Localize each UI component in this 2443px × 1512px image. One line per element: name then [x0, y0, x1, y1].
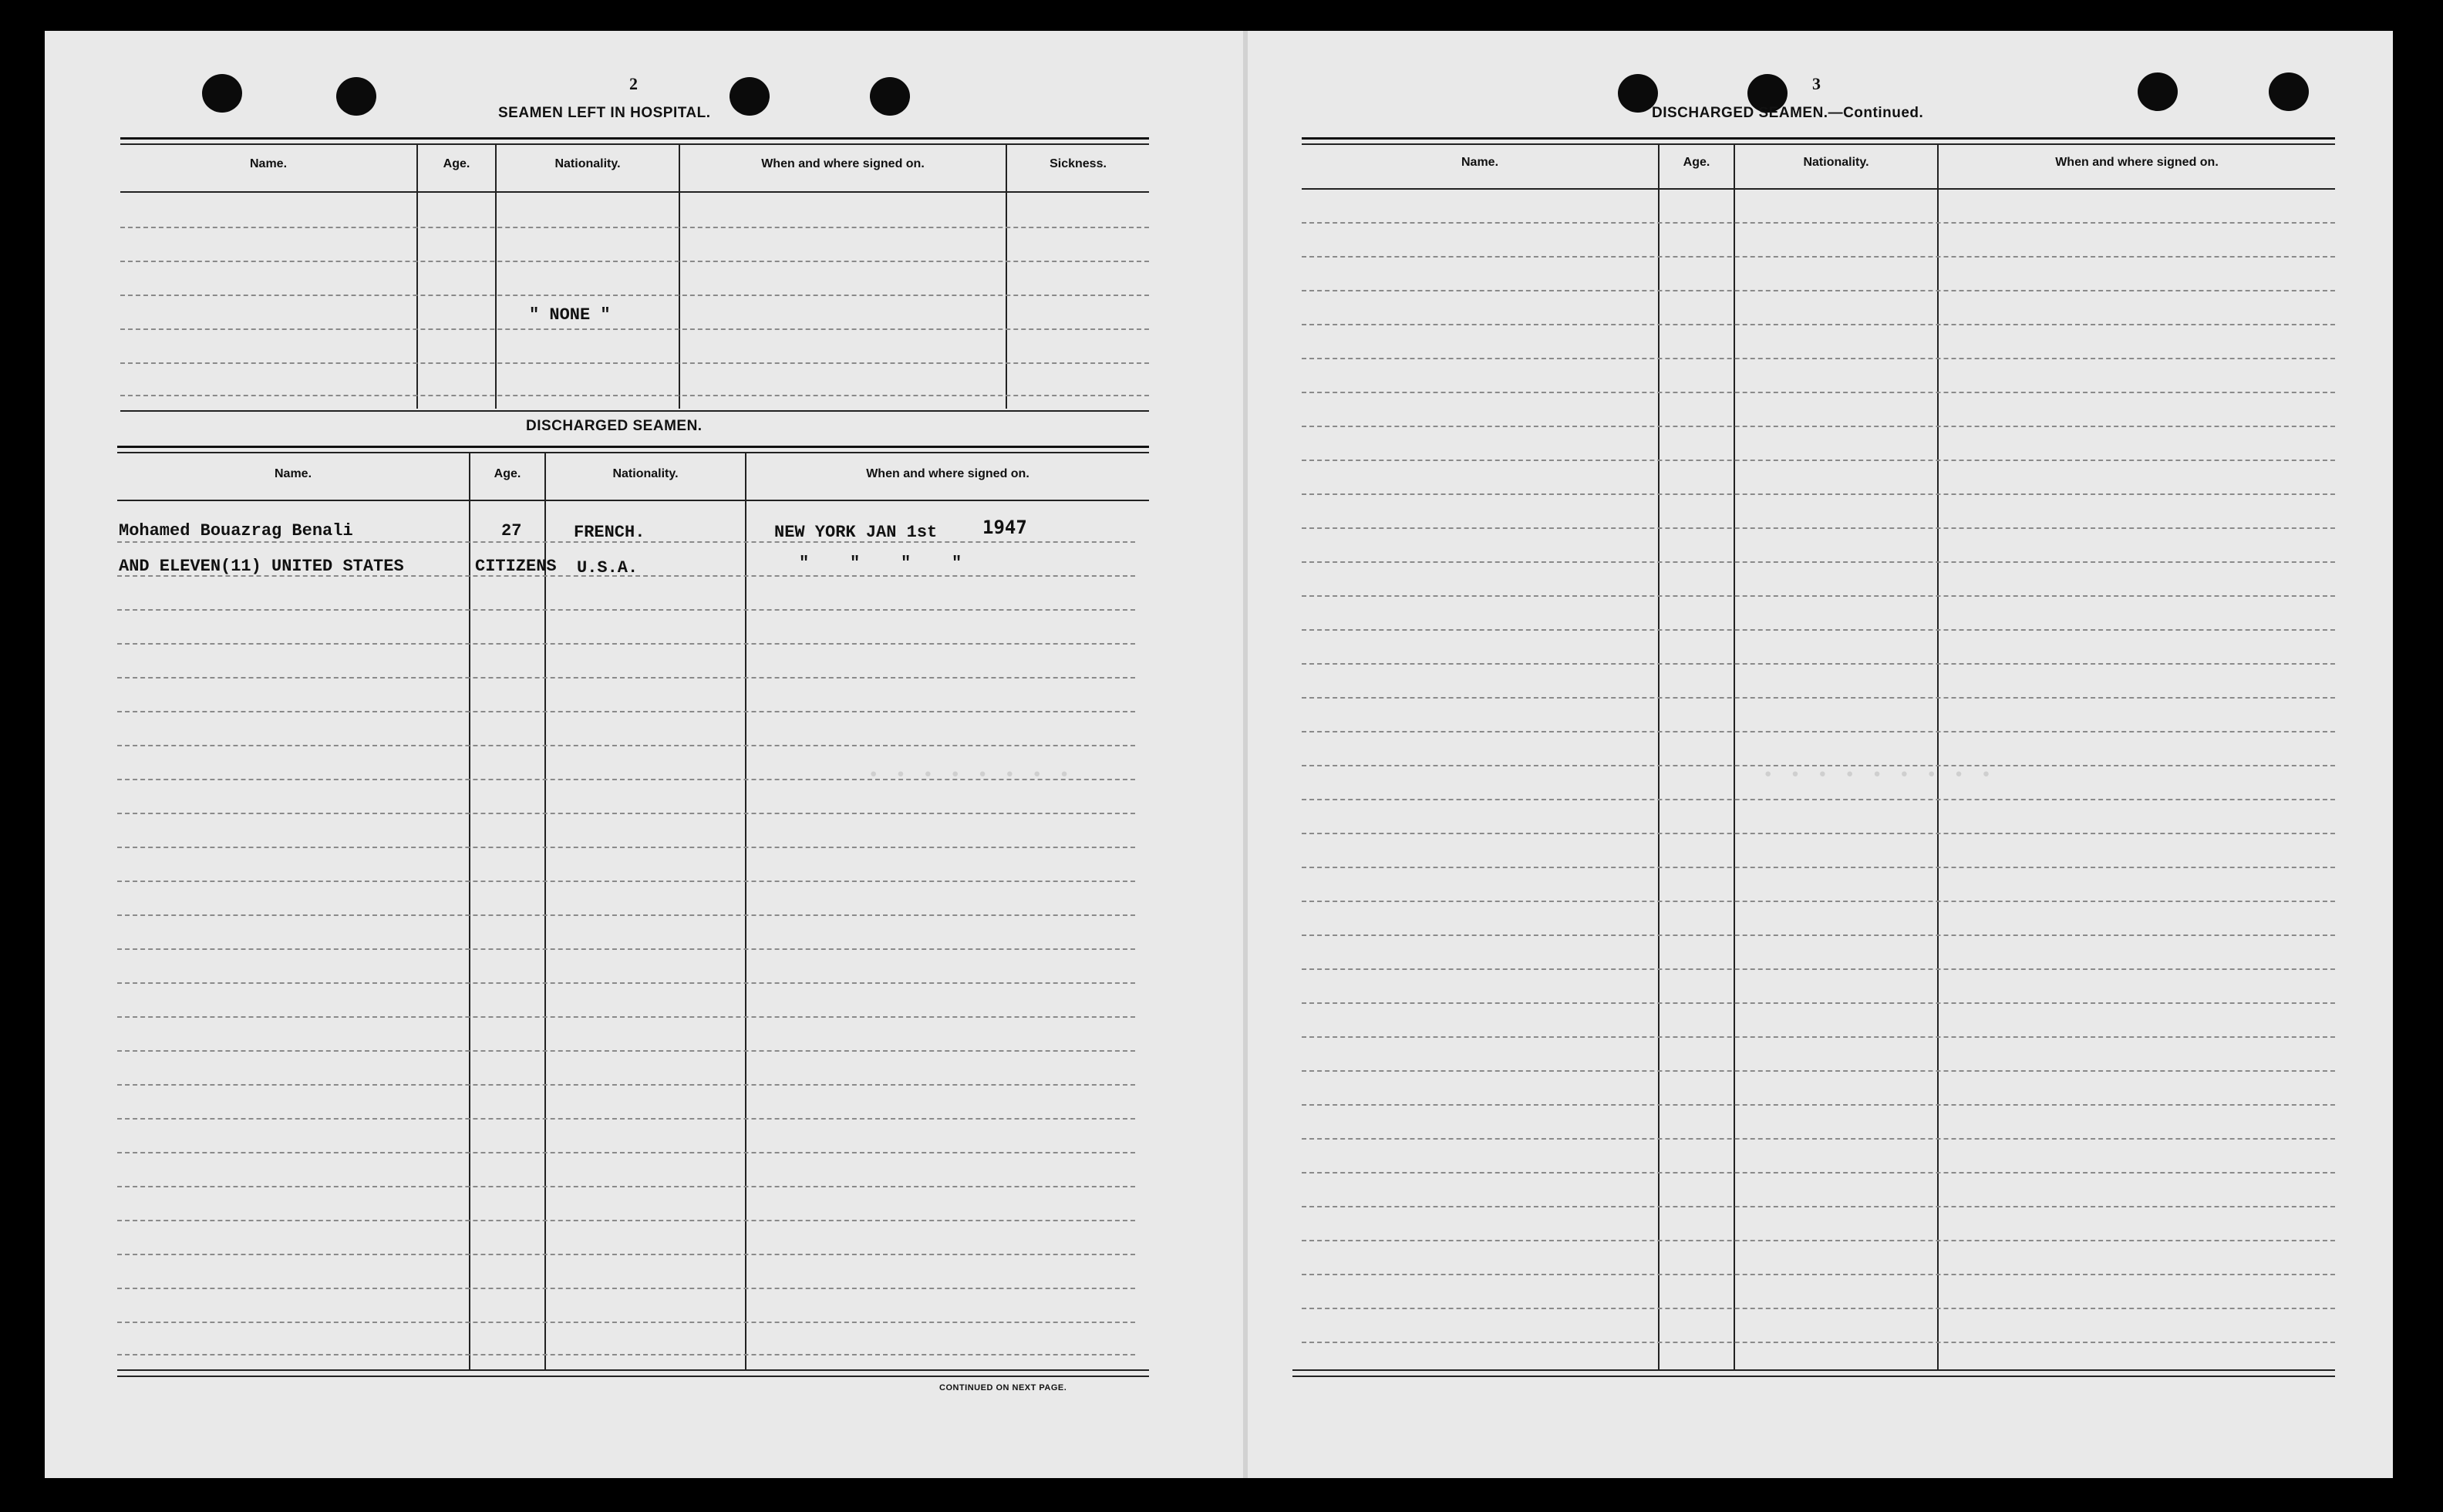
- row-line: [1302, 833, 2335, 834]
- hospital-entry-none: " NONE ": [529, 305, 611, 325]
- row-line: [117, 914, 1135, 916]
- row-line: [1302, 256, 2335, 258]
- row-line: [1302, 663, 2335, 665]
- row-line: [1302, 765, 2335, 766]
- seaman-signed-on: NEW YORK JAN 1st: [774, 523, 938, 542]
- discharged-col-divider: [469, 453, 470, 1371]
- right-header-signed-on: When and where signed on.: [2055, 156, 2219, 169]
- row-line: [117, 1254, 1135, 1255]
- right-table-top-rule: [1302, 137, 2335, 140]
- row-line: [1302, 1138, 2335, 1140]
- punch-hole: [2269, 72, 2309, 111]
- row-line: [1302, 1342, 2335, 1343]
- row-line: [1302, 222, 2335, 224]
- hospital-row-line: [120, 227, 1149, 228]
- row-line: [1302, 1172, 2335, 1174]
- discharged-header-name: Name.: [274, 467, 312, 480]
- row-line: [1302, 867, 2335, 868]
- row-line: [1302, 1070, 2335, 1072]
- hospital-header-sickness: Sickness.: [1050, 157, 1107, 170]
- hospital-header-name: Name.: [249, 157, 288, 170]
- hospital-col-divider: [416, 145, 418, 409]
- hospital-col-divider: [679, 145, 680, 409]
- discharged-table-bottom-rule-2: [117, 1376, 1149, 1377]
- page-fold: [1243, 31, 1248, 1478]
- seaman-signed-on: " " " ": [799, 554, 962, 573]
- hospital-header-rule: [120, 191, 1149, 193]
- bleed-through-mark: · · · · · · · ·: [864, 756, 1070, 791]
- row-line: [1302, 1002, 2335, 1004]
- right-header-rule: [1302, 188, 2335, 190]
- discharged-table-top-rule-2: [117, 452, 1149, 453]
- row-line: [1302, 595, 2335, 597]
- discharged-header-rule: [117, 500, 1149, 501]
- right-col-divider: [1658, 145, 1660, 1369]
- row-line: [117, 643, 1135, 645]
- row-line: [117, 1288, 1135, 1289]
- punch-hole: [336, 77, 376, 116]
- discharged-header-nationality: Nationality.: [612, 467, 679, 480]
- row-line: [117, 1016, 1135, 1018]
- row-line: [117, 745, 1135, 746]
- right-header-name: Name.: [1461, 156, 1499, 169]
- row-line: [1302, 1206, 2335, 1207]
- hospital-row-line: [120, 395, 1149, 396]
- right-page-title: DISCHARGED SEAMEN.—Continued.: [1652, 105, 1924, 121]
- row-line: [1302, 1274, 2335, 1275]
- hospital-row-line: [120, 295, 1149, 296]
- row-line: [1302, 934, 2335, 936]
- hospital-header-signed-on: When and where signed on.: [761, 157, 925, 170]
- row-line: [1302, 697, 2335, 699]
- discharged-table-bottom-rule: [117, 1369, 1149, 1371]
- row-line: [117, 1186, 1135, 1187]
- row-line: [117, 1354, 1135, 1355]
- row-line: [1302, 731, 2335, 732]
- bleed-through-mark: · · · · · · · · ·: [1758, 756, 1992, 791]
- seaman-name: Mohamed Bouazrag Benali: [119, 521, 353, 540]
- row-line: [1302, 901, 2335, 902]
- row-line: [1302, 1036, 2335, 1038]
- row-line: [117, 847, 1135, 848]
- row-line: [1302, 799, 2335, 800]
- row-line: [1302, 290, 2335, 291]
- hospital-header-age: Age.: [443, 157, 470, 170]
- document-sheet: [45, 31, 2393, 1478]
- hospital-row-line: [120, 362, 1149, 364]
- seaman-age: CITIZENS: [475, 557, 557, 576]
- row-line: [117, 1322, 1135, 1323]
- punch-hole: [2138, 72, 2178, 111]
- row-line: [1302, 1240, 2335, 1241]
- left-page-number: 2: [629, 74, 638, 93]
- hospital-col-divider: [1006, 145, 1007, 409]
- right-header-age: Age.: [1683, 156, 1710, 169]
- right-table-bottom-rule-2: [1292, 1376, 2335, 1377]
- right-header-nationality: Nationality.: [1803, 156, 1869, 169]
- row-line: [1302, 629, 2335, 631]
- row-line: [117, 1050, 1135, 1052]
- hospital-table-top-rule-2: [120, 143, 1149, 145]
- row-line: [1302, 527, 2335, 529]
- seaman-name: AND ELEVEN(11) UNITED STATES: [119, 557, 404, 576]
- row-line: [117, 982, 1135, 984]
- right-table-top-rule-2: [1302, 143, 2335, 145]
- row-line: [117, 881, 1135, 882]
- row-line: [117, 1084, 1135, 1086]
- row-line: [117, 609, 1135, 611]
- discharged-col-divider: [745, 453, 746, 1371]
- row-line: [1302, 426, 2335, 427]
- seaman-signed-on-year: 1947: [982, 517, 1027, 538]
- punch-hole: [730, 77, 770, 116]
- row-line: [117, 1152, 1135, 1153]
- row-line: [117, 813, 1135, 814]
- row-line: [117, 1220, 1135, 1221]
- row-line: [117, 779, 1135, 780]
- discharged-header-age: Age.: [494, 467, 521, 480]
- hospital-table-bottom-rule: [120, 410, 1149, 412]
- row-line: [1302, 358, 2335, 359]
- hospital-col-divider: [495, 145, 497, 409]
- row-line: [1302, 493, 2335, 495]
- row-line: [1302, 460, 2335, 461]
- discharged-col-divider: [544, 453, 546, 1371]
- row-line: [117, 677, 1135, 679]
- row-line: [1302, 392, 2335, 393]
- hospital-table-top-rule: [120, 137, 1149, 140]
- row-line: [117, 948, 1135, 950]
- seaman-nationality: FRENCH.: [574, 523, 645, 542]
- hospital-row-line: [120, 261, 1149, 262]
- row-line: [117, 1118, 1135, 1120]
- discharged-header-signed-on: When and where signed on.: [866, 467, 1029, 480]
- row-line: [1302, 1308, 2335, 1309]
- continued-footer: CONTINUED ON NEXT PAGE.: [939, 1383, 1067, 1392]
- row-line: [1302, 1104, 2335, 1106]
- seaman-nationality: U.S.A.: [577, 558, 639, 578]
- hospital-row-line: [120, 328, 1149, 330]
- right-table-bottom-rule: [1292, 1369, 2335, 1371]
- punch-hole: [202, 74, 242, 113]
- right-page-number: 3: [1812, 74, 1821, 93]
- right-col-divider: [1734, 145, 1735, 1369]
- right-col-divider: [1937, 145, 1939, 1369]
- row-line: [1302, 561, 2335, 563]
- discharged-table-top-rule: [117, 446, 1149, 448]
- seaman-age: 27: [501, 521, 522, 540]
- hospital-section-title: SEAMEN LEFT IN HOSPITAL.: [498, 105, 711, 121]
- discharged-section-title: DISCHARGED SEAMEN.: [526, 418, 703, 434]
- punch-hole: [870, 77, 910, 116]
- row-line: [117, 711, 1135, 712]
- row-line: [1302, 324, 2335, 325]
- row-line: [1302, 968, 2335, 970]
- hospital-header-nationality: Nationality.: [554, 157, 621, 170]
